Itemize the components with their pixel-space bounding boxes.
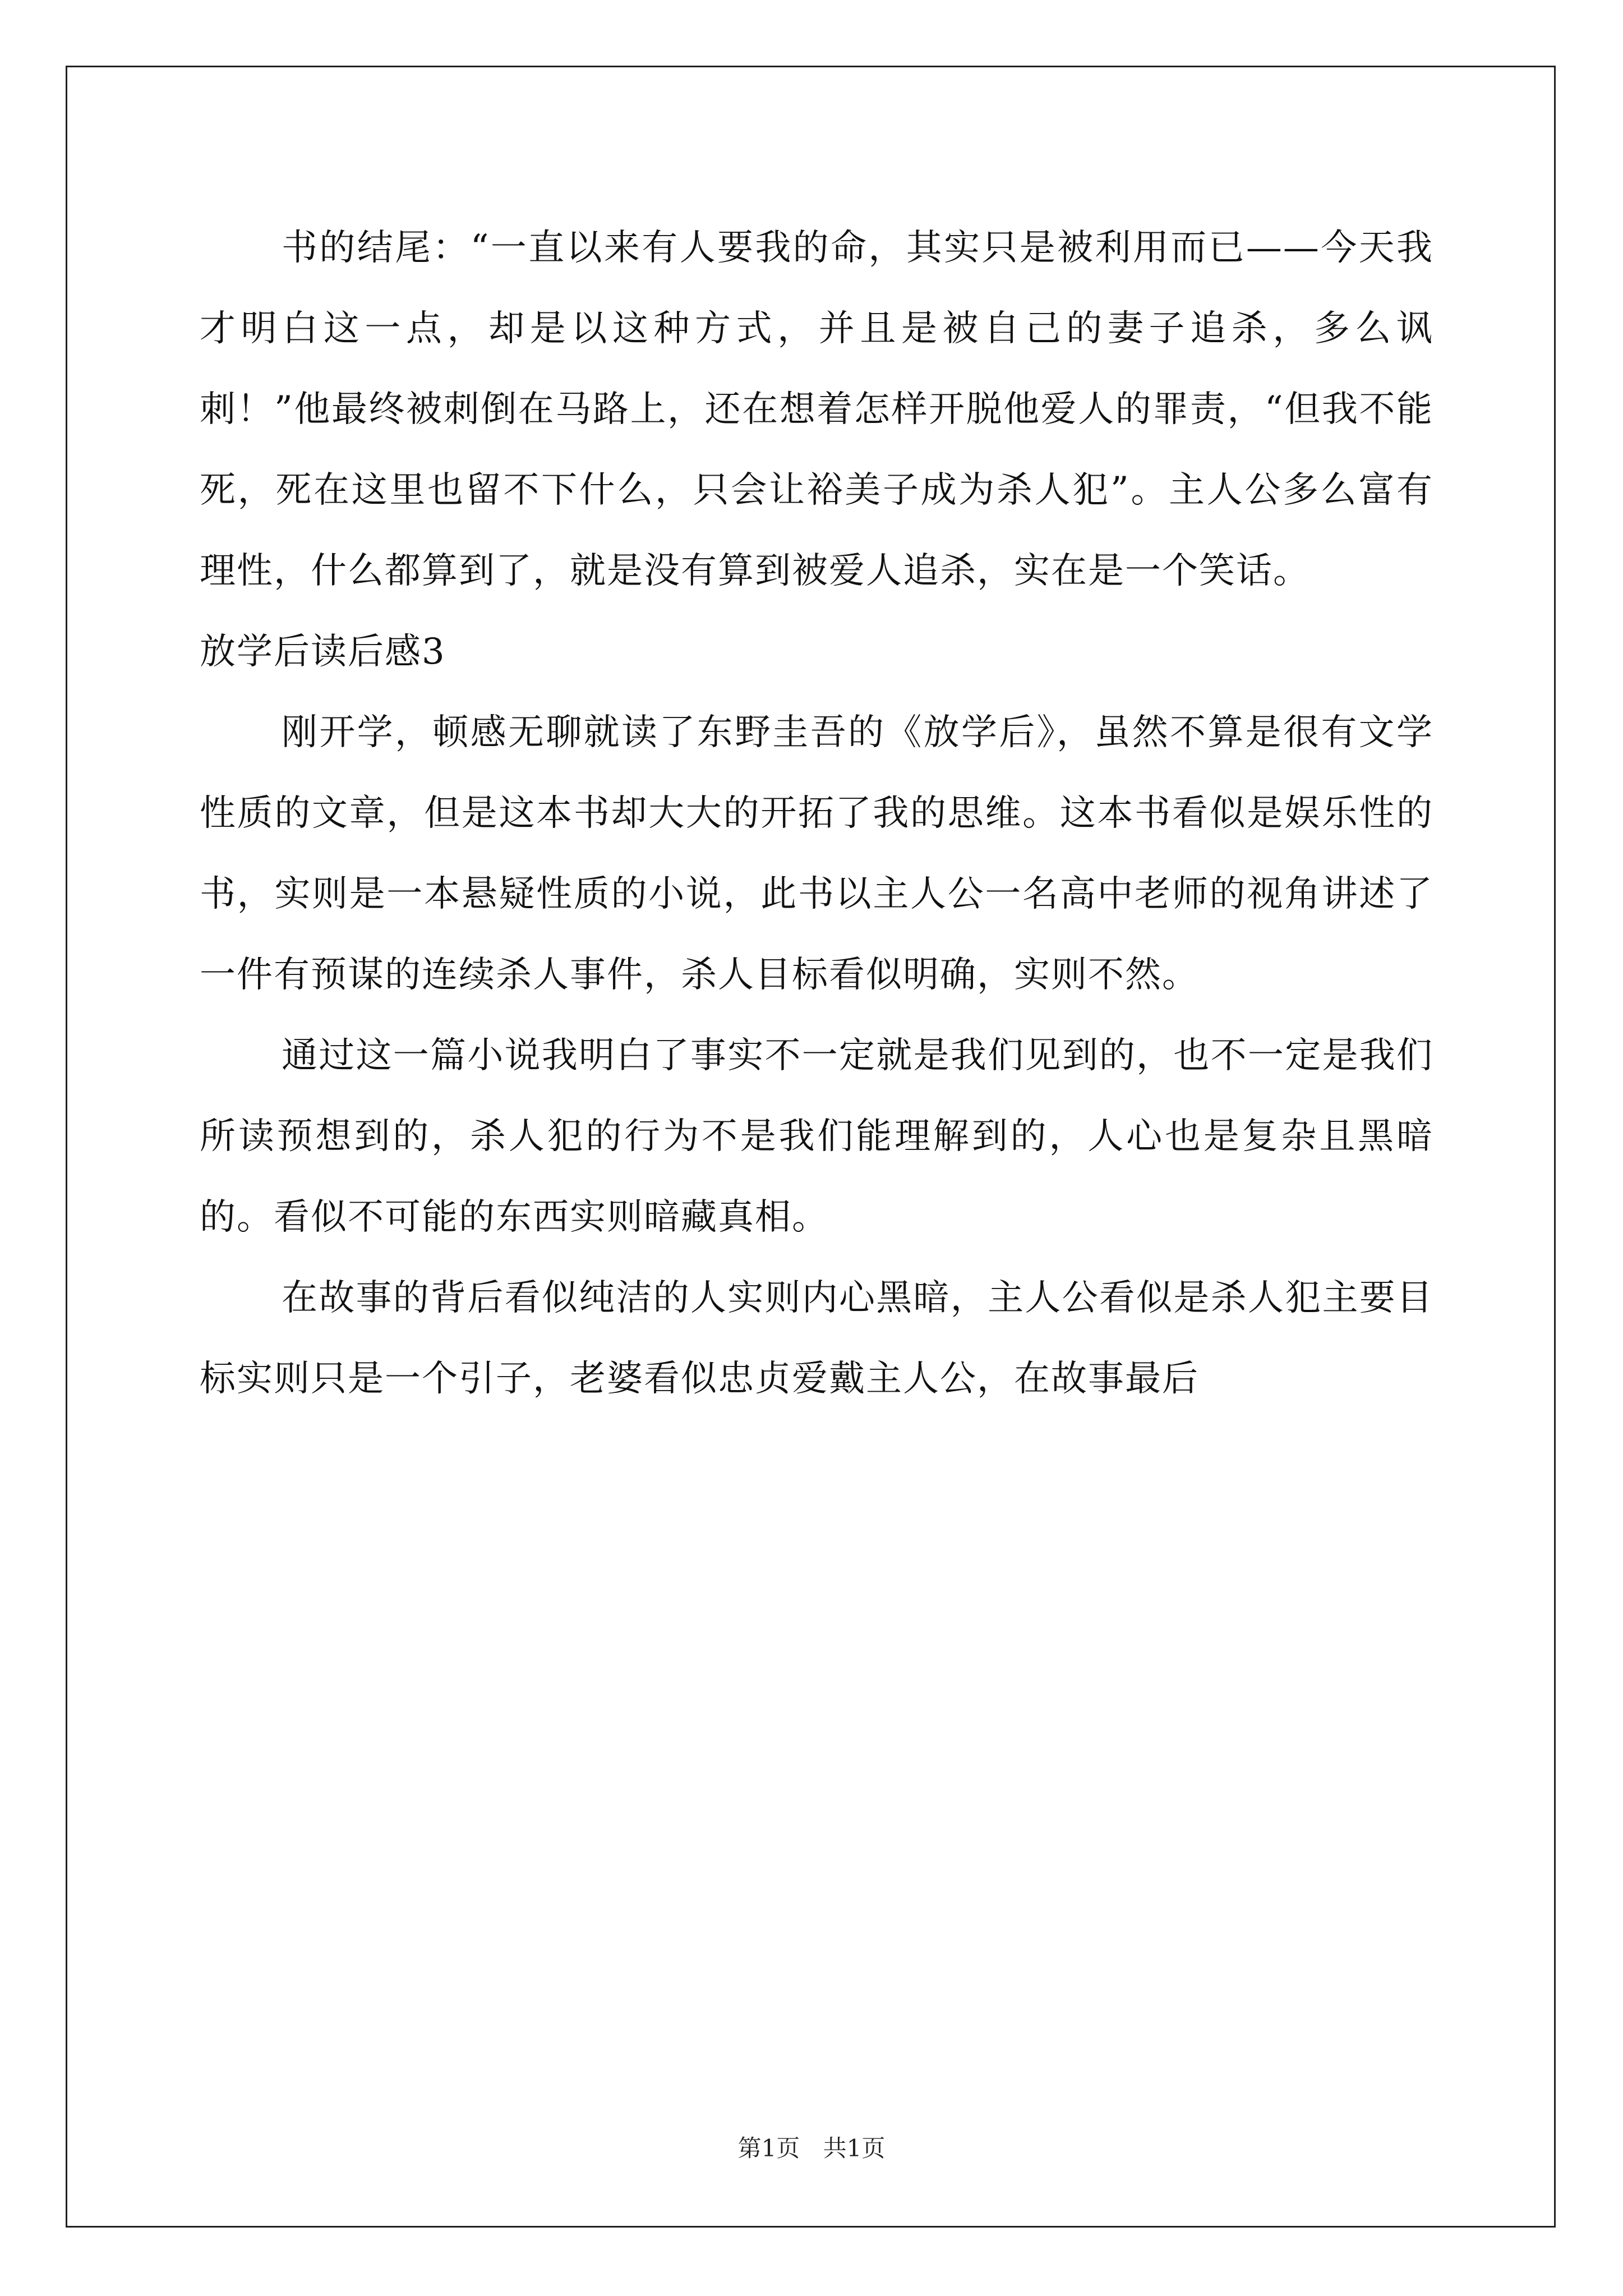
paragraph-behind-story: 在故事的背后看似纯洁的人实则内心黑暗，主人公看似是杀人犯主要目标实则只是一个引子，老婆看似忠贞爱戴主人公，在故事最后 <box>200 1277 1433 1400</box>
document-body <box>200 208 1433 1419</box>
page-total: 共1页 <box>823 2134 886 2162</box>
page-number: 第1页 <box>737 2134 800 2162</box>
paragraph-intro: 刚开学，顿感无聊就读了东野圭吾的《放学后》，虽然不算是很有文学性质的文章，但是这本书却大大的开拓了我的思维。这本书看似是娱乐性的书，实则是一本悬疑性质的小说，此书以主人公一名高中老师的视角讲述了一件有预谋的连续杀人事件，杀人目标看似明确，实则不然。 <box>200 712 1433 996</box>
section-heading: 放学后读后感3 <box>200 631 446 673</box>
page-footer <box>0 2134 1623 2162</box>
paragraph-ending-quote: 书的结尾：“一直以来有人要我的命，其实只是被利用而已——今天我才明白这一点，却是以这种方式，并且是被自己的妻子追杀，多么讽刺！”他最终被刺倒在马路上，还在想着怎样开脱他爱人的罪责，“但我不能死，死在这里也留不下什么，只会让裕美子成为杀人犯”。主人公多么富有理性，什么都算到了，就是没有算到被爱人追杀，实在是一个笑话。 <box>200 227 1433 592</box>
paragraph-insight: 通过这一篇小说我明白了事实不一定就是我们见到的，也不一定是我们所读预想到的，杀人犯的行为不是我们能理解到的，人心也是复杂且黑暗的。看似不可能的东西实则暗藏真相。 <box>200 1035 1433 1238</box>
